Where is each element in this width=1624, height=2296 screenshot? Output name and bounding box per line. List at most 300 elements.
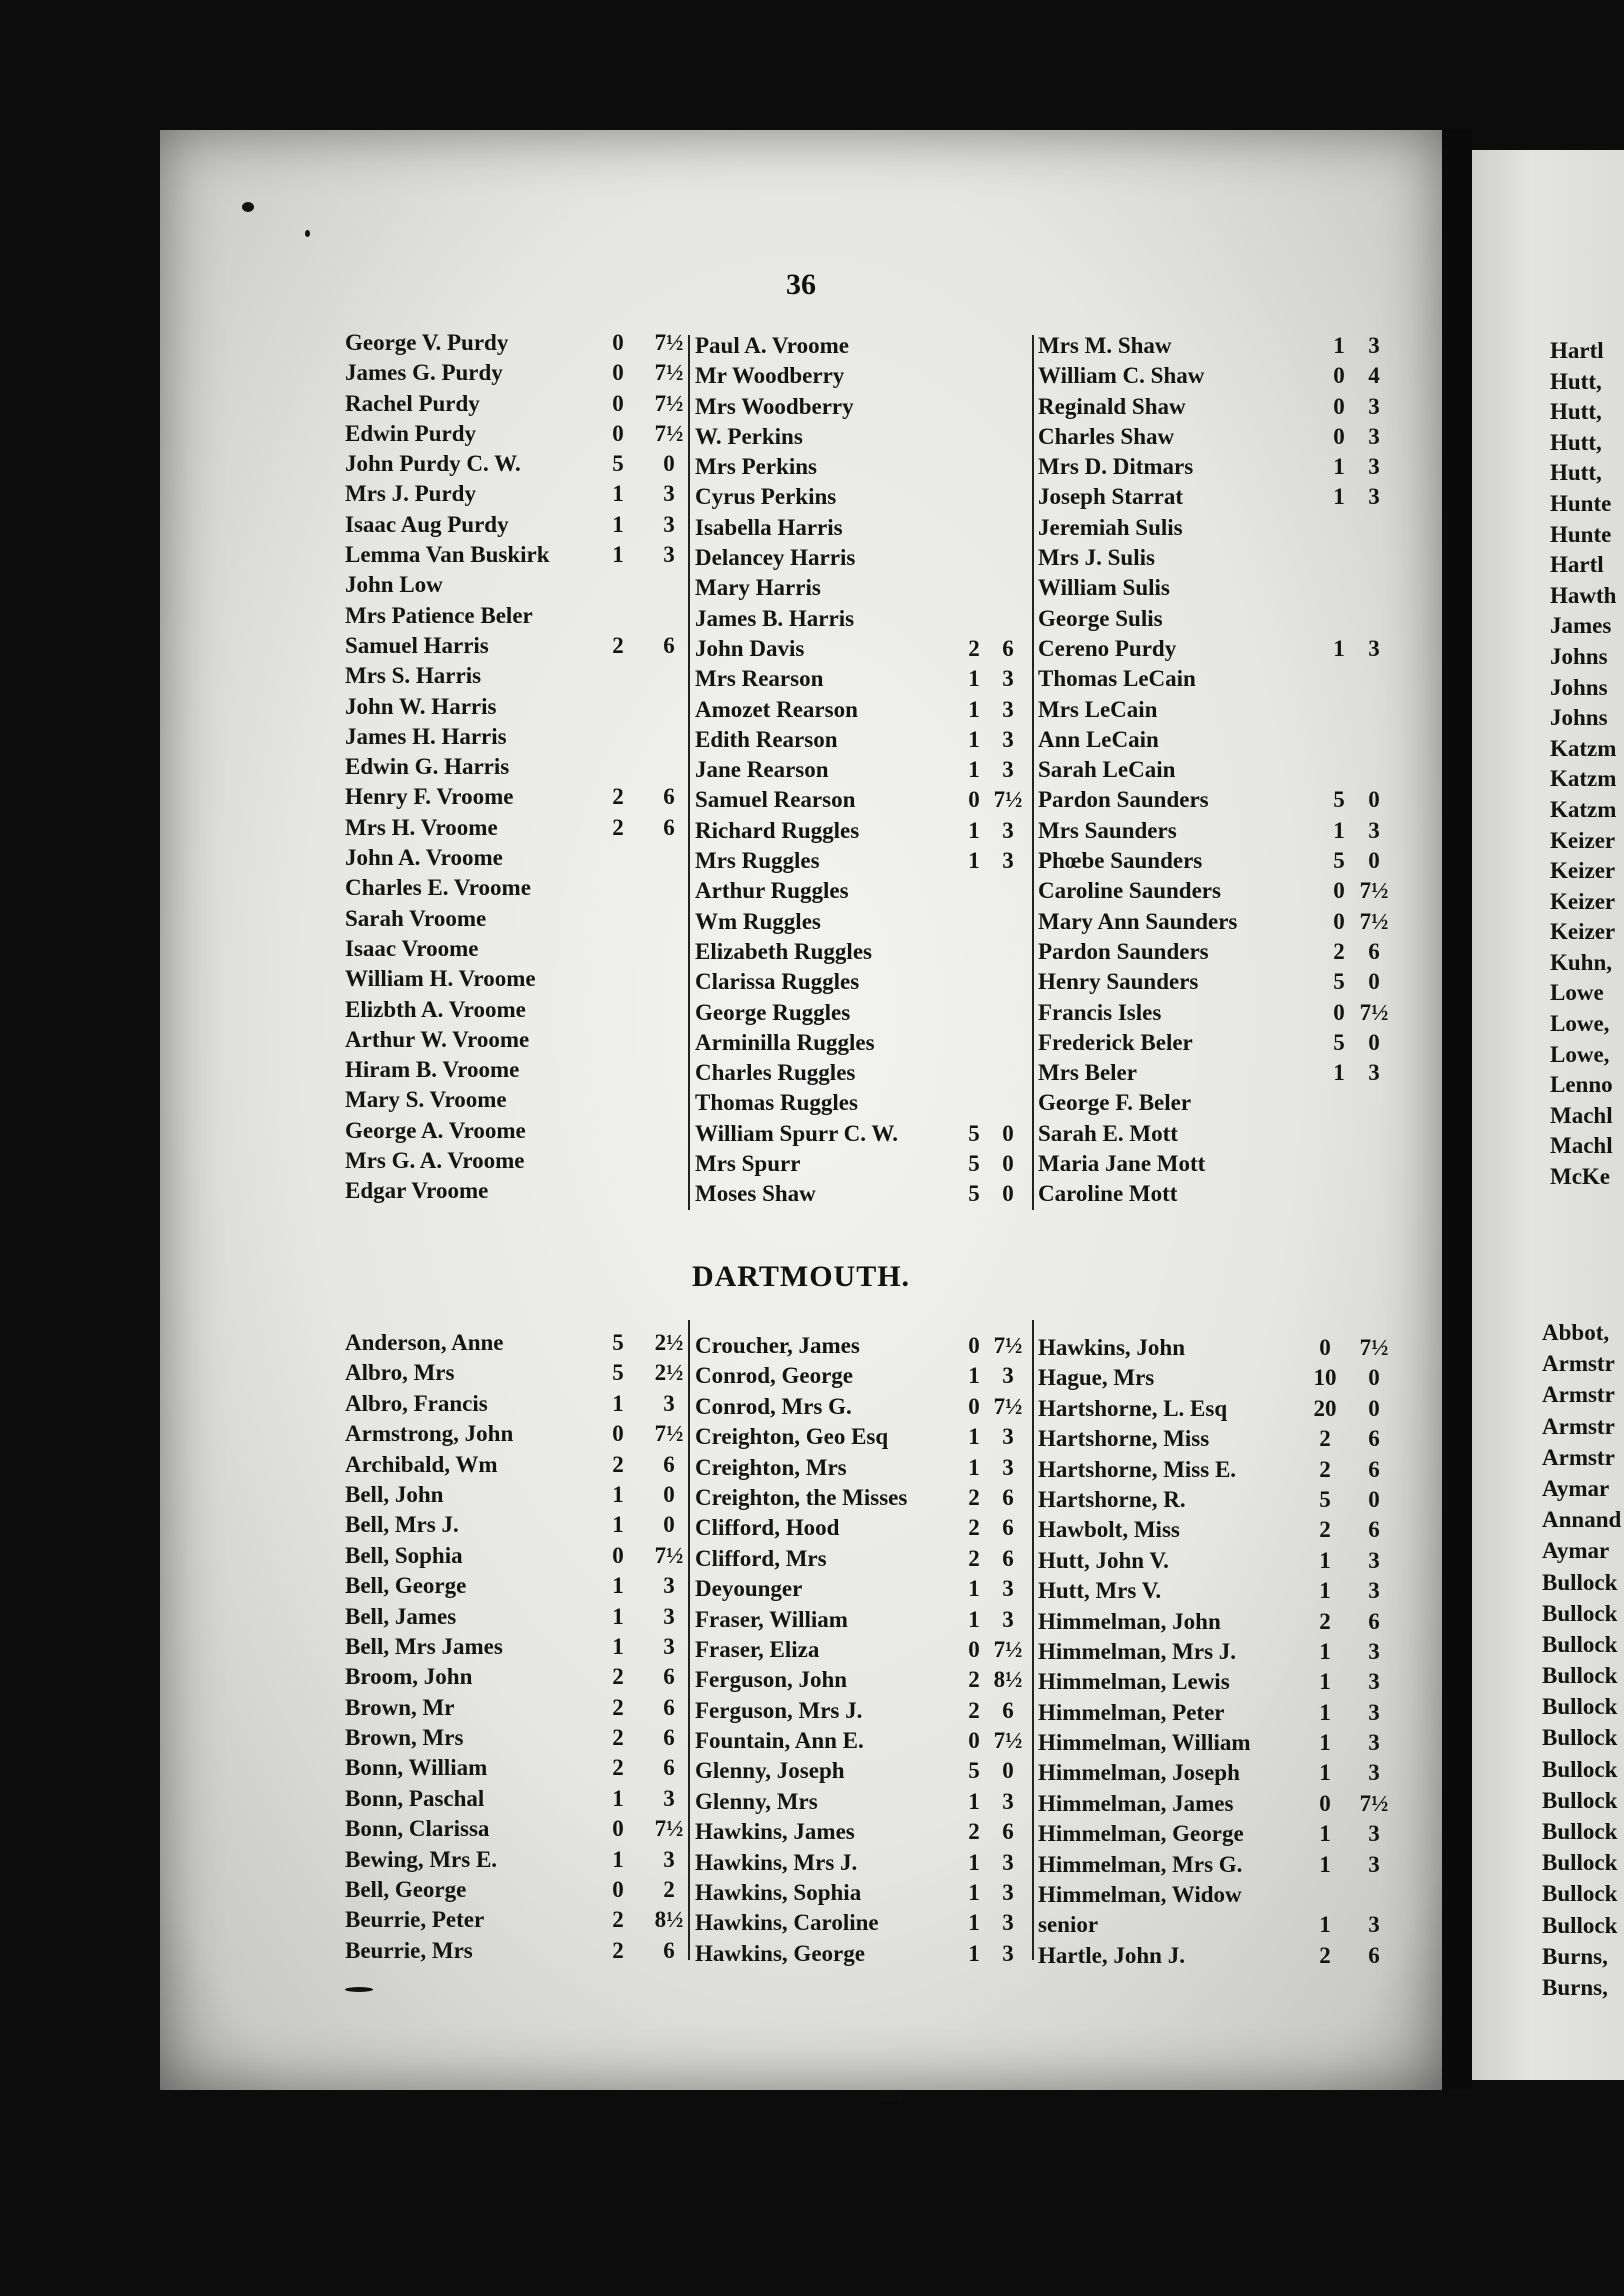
entry-pence: 3 <box>1368 1851 1380 1877</box>
list-entry <box>1038 1181 1388 1211</box>
entry-pence: 7½ <box>654 420 684 446</box>
entry-name: Hiram B. Vroome <box>345 1057 520 1083</box>
cut-entry: Hunte <box>1550 490 1612 516</box>
list-entry <box>695 1607 1030 1637</box>
entry-name: Armstrong, John <box>345 1421 514 1447</box>
entry-pence: 7½ <box>654 1816 684 1842</box>
entry-shillings: 1 <box>612 1573 624 1599</box>
entry-shillings: 1 <box>612 1512 624 1538</box>
list-entry <box>695 1060 1030 1090</box>
entry-shillings: 2 <box>612 1694 624 1720</box>
entry-shillings: 1 <box>1333 484 1345 510</box>
entry-shillings: 2 <box>612 1664 624 1690</box>
entry-pence: 3 <box>1368 1638 1380 1664</box>
cut-entry: Keizer <box>1550 919 1616 945</box>
list-entry <box>345 512 685 542</box>
list-entry <box>345 724 685 754</box>
list-entry <box>1038 363 1388 393</box>
entry-pence: 6 <box>1002 1484 1014 1510</box>
list-entry <box>695 1728 1030 1758</box>
list-entry <box>695 1637 1030 1667</box>
entry-name: Brown, Mr <box>345 1694 455 1720</box>
list-entry <box>345 663 685 693</box>
entry-shillings: 0 <box>1333 878 1345 904</box>
cut-entry: Machl <box>1550 1133 1613 1159</box>
entry-name: Himmelman, Mrs J. <box>1038 1638 1237 1664</box>
entry-name: Anderson, Anne <box>345 1330 504 1355</box>
entry-name: Francis Isles <box>1038 999 1162 1025</box>
entry-pence: 3 <box>1002 1363 1014 1389</box>
entry-shillings: 20 <box>1313 1395 1337 1421</box>
list-entry <box>695 1910 1030 1940</box>
list-entry <box>695 1667 1030 1697</box>
list-entry <box>695 1394 1030 1424</box>
entry-pence: 3 <box>1002 666 1014 692</box>
entry-pence: 7½ <box>654 1421 684 1447</box>
entry-name: Edgar Vroome <box>345 1178 489 1204</box>
list-entry <box>1038 1090 1388 1120</box>
list-entry <box>1038 666 1388 696</box>
entry-name: Mrs LeCain <box>1038 696 1158 722</box>
entry-name: Mrs Ruggles <box>695 848 820 874</box>
bottom-column-3 <box>1038 1335 1388 1973</box>
entry-shillings: 2 <box>612 1451 624 1477</box>
entry-shillings: 1 <box>968 1910 980 1936</box>
entry-shillings: 5 <box>968 1758 980 1784</box>
entry-pence: 3 <box>1368 635 1380 661</box>
entry-name: Himmelman, John <box>1038 1608 1221 1634</box>
list-entry <box>695 606 1030 636</box>
list-entry <box>345 1634 685 1664</box>
entry-name: John Low <box>345 572 443 598</box>
cut-entry: Hutt, <box>1550 460 1602 486</box>
cut-entry: Hutt, <box>1550 399 1602 425</box>
entry-pence: 3 <box>663 511 675 537</box>
list-entry <box>695 545 1030 575</box>
entry-name: Creighton, Geo Esq <box>695 1424 889 1450</box>
list-entry <box>695 697 1030 727</box>
entry-name: Albro, Francis <box>345 1390 488 1416</box>
entry-name: Creighton, the Misses <box>695 1484 908 1510</box>
entry-name: Bewing, Mrs E. <box>345 1846 498 1872</box>
entry-shillings: 0 <box>968 1636 980 1662</box>
list-entry <box>695 787 1030 817</box>
entry-shillings: 0 <box>1319 1335 1331 1360</box>
list-entry <box>345 572 685 602</box>
entry-name: Arthur Ruggles <box>695 878 849 904</box>
list-entry <box>1038 727 1388 757</box>
list-entry <box>1038 575 1388 605</box>
list-entry <box>345 1482 685 1512</box>
entry-name: Himmelman, Joseph <box>1038 1760 1240 1786</box>
cut-entry: Keizer <box>1550 827 1616 853</box>
list-entry <box>345 1695 685 1725</box>
list-entry <box>345 1755 685 1785</box>
list-entry <box>345 936 685 966</box>
entry-name: Isabella Harris <box>695 514 843 540</box>
entry-name: Pardon Saunders <box>1038 787 1209 813</box>
list-entry <box>345 966 685 996</box>
entry-shillings: 2 <box>612 632 624 658</box>
entry-pence: 6 <box>1002 635 1014 661</box>
entry-pence: 3 <box>1002 757 1014 783</box>
entry-name: Mrs Beler <box>1038 1060 1137 1086</box>
list-entry <box>695 1698 1030 1728</box>
list-entry <box>695 575 1030 605</box>
entry-name: Frederick Beler <box>1038 1029 1193 1055</box>
list-entry <box>1038 1030 1388 1060</box>
list-entry <box>1038 757 1388 787</box>
entry-shillings: 2 <box>1319 1942 1331 1968</box>
entry-shillings: 1 <box>968 1424 980 1450</box>
entry-name: Hartshorne, L. Esq <box>1038 1395 1228 1421</box>
entry-name: Wm Ruggles <box>695 908 821 934</box>
list-entry <box>1038 1609 1388 1639</box>
entry-name: William Spurr C. W. <box>695 1120 899 1146</box>
list-entry <box>1038 878 1388 908</box>
entry-pence: 3 <box>1368 1060 1380 1086</box>
entry-pence: 0 <box>1368 1486 1380 1512</box>
list-entry <box>1038 1121 1388 1151</box>
entry-pence: 0 <box>1368 969 1380 995</box>
list-entry <box>345 391 685 421</box>
entry-name: Mrs J. Purdy <box>345 481 476 507</box>
entry-pence: 3 <box>663 1573 675 1599</box>
list-entry <box>345 360 685 390</box>
entry-shillings: 1 <box>968 1606 980 1632</box>
entry-name: Beurrie, Mrs <box>345 1937 473 1963</box>
entry-name: Hawkins, George <box>695 1940 865 1966</box>
entry-shillings: 2 <box>1319 1608 1331 1634</box>
entry-shillings: 2 <box>968 1484 980 1510</box>
entry-shillings: 1 <box>1319 1851 1331 1877</box>
list-entry <box>1038 424 1388 454</box>
entry-name: George Ruggles <box>695 999 851 1025</box>
list-entry <box>1038 697 1388 727</box>
bottom-column-2 <box>695 1333 1030 1971</box>
list-entry <box>345 1452 685 1482</box>
entry-shillings: 2 <box>612 1725 624 1751</box>
cut-entry: Bullock <box>1542 1756 1618 1782</box>
list-entry <box>345 1512 685 1542</box>
entry-name: Elizbth A. Vroome <box>345 996 526 1022</box>
list-entry <box>695 1941 1030 1971</box>
list-entry <box>1038 1943 1388 1973</box>
entry-shillings: 2 <box>612 1755 624 1781</box>
entry-name: Mrs Spurr <box>695 1151 801 1177</box>
entry-pence: 3 <box>1002 848 1014 874</box>
list-entry <box>1038 1396 1388 1426</box>
facing-page-bottom-names <box>1542 1320 1621 2006</box>
entry-pence: 3 <box>1368 1821 1380 1847</box>
entry-name: Himmelman, George <box>1038 1821 1244 1847</box>
entry-pence: 3 <box>663 481 675 507</box>
entry-name: Henry F. Vroome <box>345 784 514 810</box>
list-entry <box>1038 1487 1388 1517</box>
list-entry <box>345 1725 685 1755</box>
entry-shillings: 0 <box>968 1393 980 1419</box>
list-entry <box>1038 818 1388 848</box>
bottom-column-1 <box>345 1330 685 1968</box>
entry-name: Richard Ruggles <box>695 817 860 843</box>
cut-entry: Keizer <box>1550 858 1616 884</box>
entry-pence: 7½ <box>654 360 684 386</box>
entry-shillings: 1 <box>968 848 980 874</box>
entry-name: Hutt, Mrs V. <box>1038 1578 1162 1604</box>
entry-name: Bell, George <box>345 1877 467 1903</box>
entry-shillings: 1 <box>1333 454 1345 480</box>
list-entry <box>695 1850 1030 1880</box>
list-entry <box>695 666 1030 696</box>
entry-name: Mary Ann Saunders <box>1038 908 1238 934</box>
entry-shillings: 1 <box>1319 1760 1331 1786</box>
entry-pence: 6 <box>1002 1515 1014 1541</box>
entry-pence: 0 <box>663 451 675 477</box>
cut-entry: Bullock <box>1542 1912 1618 1938</box>
entry-name: Mrs Rearson <box>695 666 824 692</box>
ink-speck <box>345 1987 373 1992</box>
entry-pence: 3 <box>1002 1910 1014 1936</box>
entry-name: Himmelman, Mrs G. <box>1038 1851 1243 1877</box>
list-entry <box>345 906 685 936</box>
entry-name: Brown, Mrs <box>345 1725 464 1751</box>
entry-pence: 3 <box>1002 696 1014 722</box>
entry-pence: 7½ <box>1359 999 1389 1025</box>
list-entry <box>345 1178 685 1208</box>
entry-name: Glenny, Joseph <box>695 1758 845 1784</box>
entry-shillings: 0 <box>968 1333 980 1358</box>
list-entry <box>345 1543 685 1573</box>
top-column-2 <box>695 333 1030 1212</box>
list-entry <box>695 1333 1030 1363</box>
entry-name: Paul A. Vroome <box>695 333 849 358</box>
entry-pence: 3 <box>1368 333 1380 358</box>
list-entry <box>1038 545 1388 575</box>
entry-name: Ann LeCain <box>1038 726 1159 752</box>
list-entry <box>695 939 1030 969</box>
entry-pence: 7½ <box>1359 878 1389 904</box>
entry-pence: 6 <box>1368 1426 1380 1452</box>
list-entry <box>345 845 685 875</box>
entry-shillings: 0 <box>612 420 624 446</box>
entry-name: Edwin Purdy <box>345 420 477 446</box>
entry-name: Himmelman, Widow <box>1038 1882 1242 1908</box>
entry-name: Mrs S. Harris <box>345 663 482 689</box>
entry-shillings: 5 <box>612 1330 624 1355</box>
list-entry <box>1038 1700 1388 1730</box>
list-entry <box>695 909 1030 939</box>
cut-entry: Katzm <box>1550 796 1617 822</box>
entry-pence: 0 <box>1368 1395 1380 1421</box>
entry-pence: 3 <box>1368 1912 1380 1938</box>
entry-name: Jeremiah Sulis <box>1038 514 1183 540</box>
list-entry <box>695 454 1030 484</box>
entry-shillings: 0 <box>1333 908 1345 934</box>
entry-pence: 7½ <box>993 1636 1023 1662</box>
cut-entry: Katzm <box>1550 766 1617 792</box>
list-entry <box>695 1819 1030 1849</box>
entry-shillings: 0 <box>1333 393 1345 419</box>
list-entry <box>1038 1517 1388 1547</box>
list-entry <box>1038 969 1388 999</box>
entry-name: W. Perkins <box>695 423 803 449</box>
column-rule <box>1032 1320 1034 1960</box>
entry-shillings: 5 <box>968 1120 980 1146</box>
entry-shillings: 5 <box>1319 1486 1331 1512</box>
cut-entry: Hawth <box>1550 582 1617 608</box>
list-entry <box>695 484 1030 514</box>
list-entry <box>345 694 685 724</box>
entry-shillings: 0 <box>612 1421 624 1447</box>
list-entry <box>345 1786 685 1816</box>
entry-name: Arthur W. Vroome <box>345 1026 530 1052</box>
entry-name: Bell, Mrs J. <box>345 1512 459 1538</box>
entry-name: Mrs H. Vroome <box>345 814 498 840</box>
list-entry <box>345 1816 685 1846</box>
entry-pence: 8½ <box>654 1907 684 1933</box>
entry-name: Bonn, William <box>345 1755 488 1781</box>
entry-shillings: 1 <box>968 1788 980 1814</box>
entry-name: Hawkins, James <box>695 1819 855 1845</box>
entry-name: Hartshorne, Miss E. <box>1038 1456 1237 1482</box>
entry-pence: 0 <box>1368 1365 1380 1391</box>
list-entry <box>1038 636 1388 666</box>
list-entry <box>1038 1912 1388 1942</box>
entry-pence: 7½ <box>993 787 1023 813</box>
entry-name: James H. Harris <box>345 723 507 749</box>
list-entry <box>345 1877 685 1907</box>
entry-pence: 6 <box>1368 1942 1380 1968</box>
entry-pence: 3 <box>1002 1849 1014 1875</box>
cut-entry: Lowe, <box>1550 1011 1610 1037</box>
entry-shillings: 0 <box>612 1877 624 1903</box>
entry-name: Mrs D. Ditmars <box>1038 454 1194 480</box>
entry-pence: 3 <box>1368 1669 1380 1695</box>
entry-shillings: 0 <box>1319 1790 1331 1816</box>
list-entry <box>345 815 685 845</box>
page-number: 36 <box>786 268 816 301</box>
list-entry <box>1038 1639 1388 1669</box>
entry-name: Sarah Vroome <box>345 905 487 931</box>
list-entry <box>695 363 1030 393</box>
entry-shillings: 1 <box>612 1633 624 1659</box>
entry-shillings: 1 <box>968 726 980 752</box>
entry-shillings: 2 <box>1319 1517 1331 1543</box>
entry-shillings: 1 <box>1333 635 1345 661</box>
entry-name: Glenny, Mrs <box>695 1788 818 1814</box>
entry-name: James B. Harris <box>695 605 855 631</box>
entry-shillings: 5 <box>968 1181 980 1207</box>
entry-name: Deyounger <box>695 1576 803 1602</box>
list-entry <box>695 848 1030 878</box>
entry-shillings: 1 <box>612 1481 624 1507</box>
entry-shillings: 1 <box>968 1849 980 1875</box>
cut-entry: Machl <box>1550 1102 1613 1128</box>
entry-shillings: 1 <box>612 1390 624 1416</box>
list-entry <box>695 969 1030 999</box>
list-entry <box>1038 1457 1388 1487</box>
list-entry <box>345 997 685 1027</box>
ink-speck <box>880 2090 902 2102</box>
entry-name: Caroline Mott <box>1038 1181 1178 1207</box>
list-entry <box>345 754 685 784</box>
list-entry <box>695 394 1030 424</box>
entry-name: Jane Rearson <box>695 757 829 783</box>
entry-pence: 3 <box>1368 393 1380 419</box>
entry-name: Mrs J. Sulis <box>1038 545 1155 571</box>
list-entry <box>345 1604 685 1634</box>
entry-name: George A. Vroome <box>345 1117 526 1143</box>
entry-name: William H. Vroome <box>345 966 536 992</box>
facing-page-top-names <box>1550 338 1616 1195</box>
entry-name: Conrod, George <box>695 1363 854 1389</box>
list-entry <box>695 1758 1030 1788</box>
list-entry <box>695 1151 1030 1181</box>
list-entry <box>345 1938 685 1968</box>
entry-pence: 6 <box>663 1451 675 1477</box>
entry-pence: 3 <box>1368 817 1380 843</box>
entry-shillings: 2 <box>968 1819 980 1845</box>
entry-pence: 3 <box>1002 1606 1014 1632</box>
entry-shillings: 0 <box>612 330 624 355</box>
entry-shillings: 0 <box>1333 999 1345 1025</box>
entry-pence: 3 <box>1368 423 1380 449</box>
entry-name: John W. Harris <box>345 693 497 719</box>
entry-pence: 0 <box>1368 787 1380 813</box>
entry-name: Mrs M. Shaw <box>1038 333 1172 358</box>
entry-pence: 2½ <box>654 1360 684 1386</box>
entry-shillings: 2 <box>1319 1456 1331 1482</box>
list-entry <box>695 1455 1030 1485</box>
entry-shillings: 0 <box>612 360 624 386</box>
entry-pence: 3 <box>1368 1578 1380 1604</box>
entry-name: John A. Vroome <box>345 845 503 871</box>
entry-name: Maria Jane Mott <box>1038 1151 1206 1177</box>
entry-shillings: 2 <box>612 784 624 810</box>
entry-pence: 3 <box>1002 1454 1014 1480</box>
list-entry <box>345 875 685 905</box>
cut-entry: Bullock <box>1542 1663 1618 1689</box>
list-entry <box>345 1421 685 1451</box>
cut-entry: Bullock <box>1542 1694 1618 1720</box>
entry-pence: 0 <box>1002 1151 1014 1177</box>
entry-name: senior <box>1038 1912 1099 1938</box>
cut-entry: Johns <box>1550 705 1608 731</box>
facing-page-edge <box>1472 150 1624 2080</box>
cut-entry: Bullock <box>1542 1787 1618 1813</box>
entry-shillings: 2 <box>612 1907 624 1933</box>
entry-name: Mary Harris <box>695 575 821 601</box>
entry-pence: 6 <box>1368 938 1380 964</box>
entry-name: Hartshorne, Miss <box>1038 1426 1210 1452</box>
entry-name: Bell, John <box>345 1481 444 1507</box>
list-entry <box>1038 1578 1388 1608</box>
cut-entry: Burns, <box>1542 1943 1608 1969</box>
list-entry <box>1038 606 1388 636</box>
entry-pence: 3 <box>663 542 675 568</box>
entry-pence: 7½ <box>654 330 684 355</box>
cut-entry: Hunte <box>1550 521 1612 547</box>
entry-name: Clarissa Ruggles <box>695 969 860 995</box>
entry-pence: 3 <box>1368 1760 1380 1786</box>
entry-name: Broom, John <box>345 1664 473 1690</box>
entry-name: Himmelman, Peter <box>1038 1699 1225 1725</box>
cut-entry: Johns <box>1550 674 1608 700</box>
list-entry <box>1038 1548 1388 1578</box>
entry-pence: 7½ <box>654 1542 684 1568</box>
entry-name: Himmelman, Lewis <box>1038 1669 1230 1695</box>
entry-name: Cyrus Perkins <box>695 484 837 510</box>
